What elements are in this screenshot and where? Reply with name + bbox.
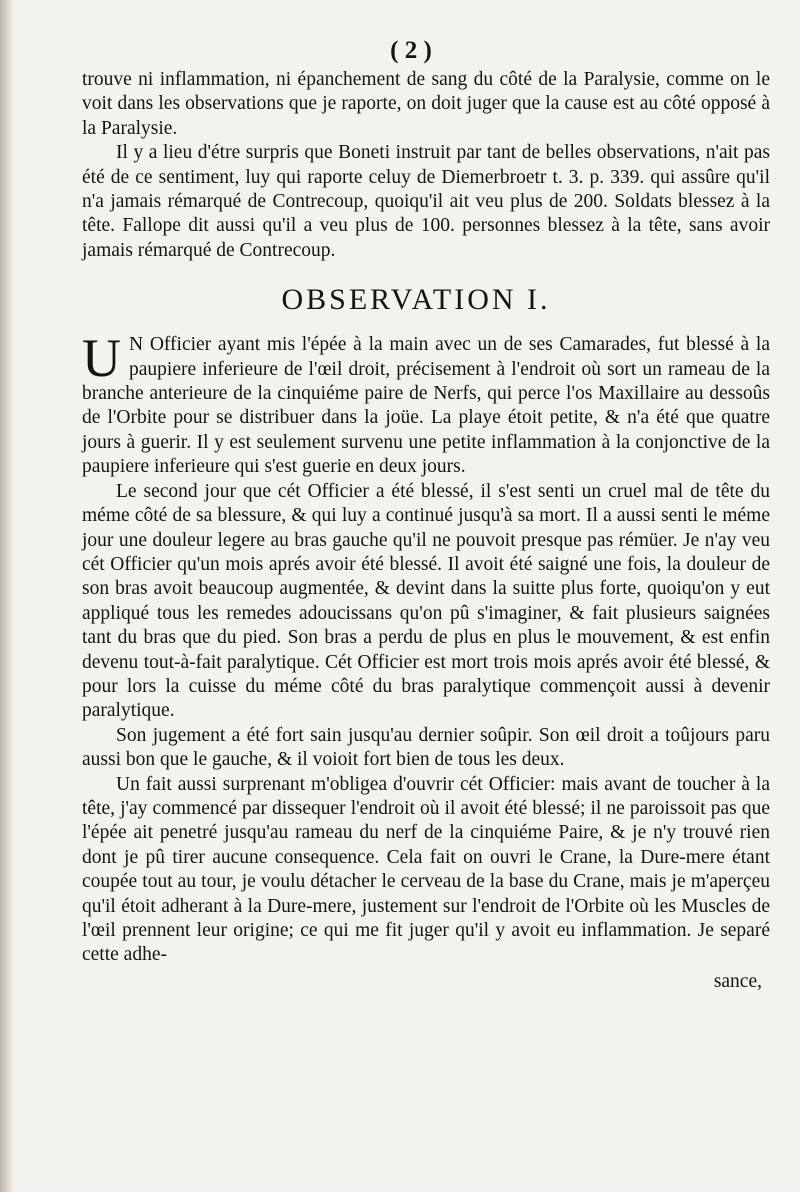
page-number: ( 2 ) xyxy=(390,37,432,64)
catchword: sance, xyxy=(713,970,762,992)
observation-paragraph-4: Un fait aussi surprenant m'obligea d'ouvrir cét Officier: mais avant de toucher à la tête, j'ay commencé par dissequer l'endroit où il avoit été blessé; il ne paroissoit pas que l'épée ait penetré jusqu'au rameau du nerf de la cinquiéme Paire, & je n'y trouvé rien dont je pû tirer aucune consequence. Cela fait on ouvri le Crane, la Dure-mere étant coupée tout au tour, je voulu détacher le cerveau de la base du Crane, mais je m'aperçeu qu'il étoit adherant à la Dure-mere, justement sur l'endroit de l'Orbite où les Muscles de l'œil prennent leur origine; ce qui me fit juger qu'il y avoit eu inflammation. Je separé cette adhe- xyxy=(82,773,770,966)
observation-heading: OBSERVATION I. xyxy=(281,283,551,317)
observation-paragraph-2: Le second jour que cét Officier a été blessé, il s'est senti un cruel mal de tête du méme côté de sa blessure, & qui luy a continué jusqu'à sa mort. Il a aussi senti le méme jour une douleur legere au bras gauche qu'il ne pouvoit presque pas rémüer. Je n'ay veu cét Officier qu'un mois aprés avoir été blessé. Il avoit été saigné une fois, la douleur de son bras avoit beaucoup augmentée, & devint dans la suitte plus forte, quoiqu'on y eut appliqué tous les remedes adoucissans qu'on pû s'imaginer, & fait plusieurs saignées tant du bras que du pied. Son bras a perdu de plus en plus le mouvement, & est enfin devenu tout-à-fait paralytique. Cét Officier est mort trois mois aprés avoir été blessé, & pour lors la cuisse du méme côté du bras paralytique commençoit aussi à devenir paralytique. xyxy=(82,480,770,722)
intro-paragraph-2: Il y a lieu d'étre surpris que Boneti instruit par tant de belles observations, n'ait pas été de ce sentiment, luy qui raporte celuy de Diemerbroetr t. 3. p. 339. qui assûre qu'il n'a jamais rémarqué de Contrecoup, quoiqu'il ait veu plus de 200. Soldats blessez à la tête. Fallope dit aussi qu'il a veu plus de 100. personnes blessez à la tête, sans avoir jamais rémarqué de Contrecoup. xyxy=(82,142,770,261)
observation-paragraph-3: Son jugement a été fort sain jusqu'au dernier soûpir. Son œil droit a toûjours paru aussi bon que le gauche, & il voioit fort bien de tous les deux. xyxy=(82,724,770,771)
drop-cap-letter: U xyxy=(82,328,121,389)
observation-paragraph-1 xyxy=(82,328,770,479)
page-gutter-shadow xyxy=(0,0,14,1192)
intro-paragraph-1: trouve ni inflammation, ni épanchement de sang du côté de la Paralysie, comme on le voit dans les observations que je raporte, on doit juger que la cause est au côté opposé à la Paralysie. xyxy=(82,69,770,139)
observation-paragraph-1-text: N Officier ayant mis l'épée à la main avec un de ses Camarades, fut blessé à la paupiere inferieure de l'œil droit, précisement à l'endroit où sort un rameau de la branche anterieure de la cinquiéme paire de Nerfs, qui perce l'os Maxillaire au dessoûs de l'Orbite pour se distribuer dans la joüe. La playe étoit petite, & n'a été que quatre jours à guerir. Il y est seulement survenu une petite inflammation à la conjonctive de la paupiere inferieure qui s'est guerie en deux jours. xyxy=(82,334,770,478)
